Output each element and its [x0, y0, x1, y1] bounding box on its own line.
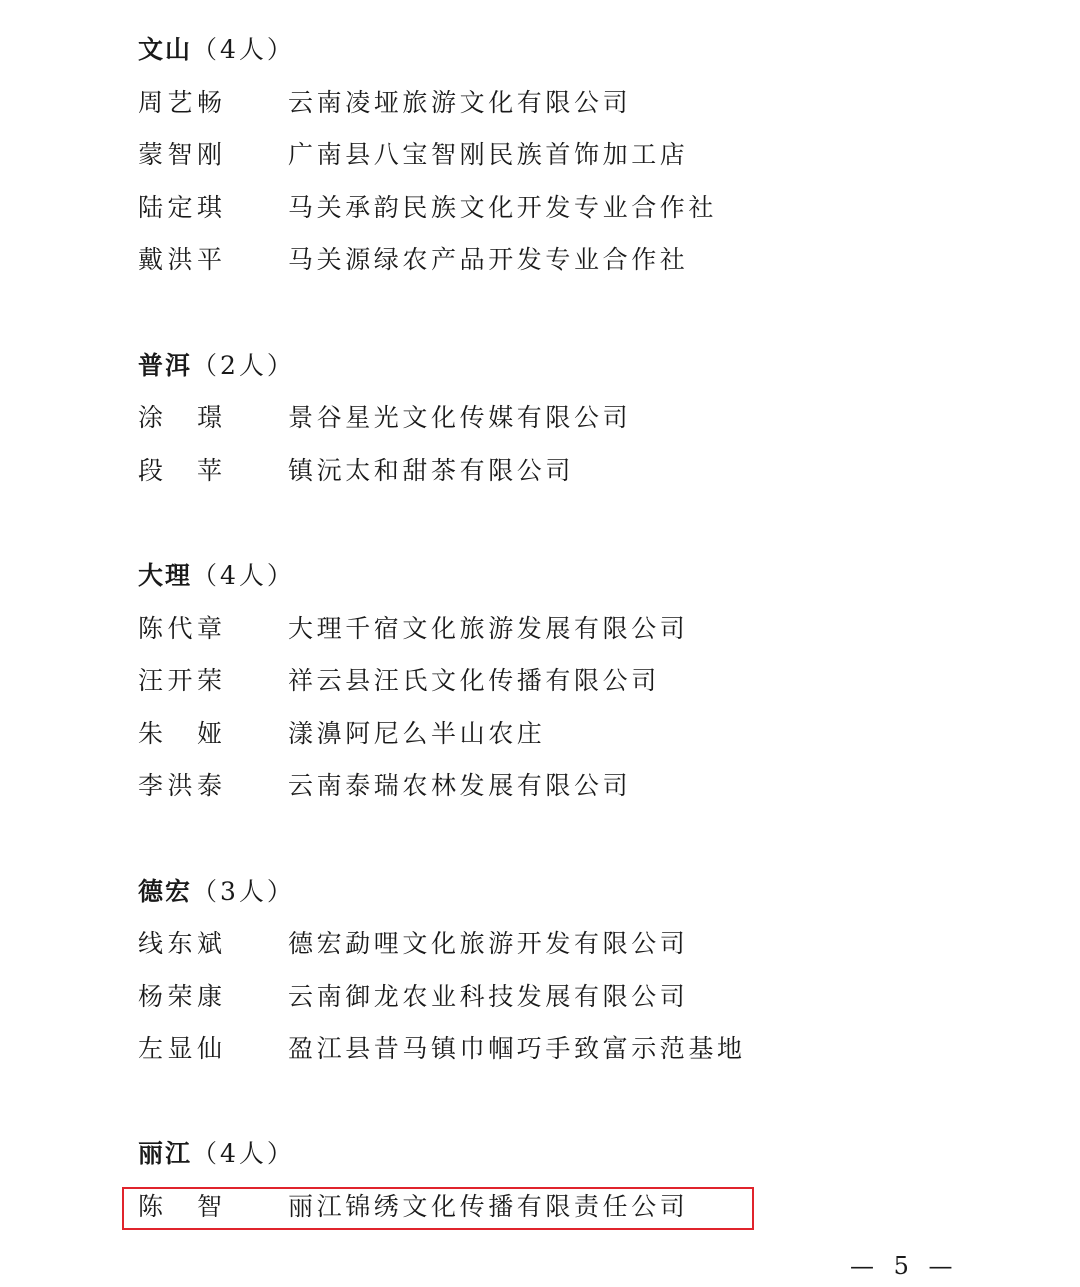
list-item [138, 182, 1018, 235]
page-number: — 5 — [850, 1252, 959, 1280]
company-name: 云南泰瑞农林发展有限公司 [288, 771, 632, 801]
region-name: 丽江 [138, 1139, 193, 1169]
company-name: 云南凌垭旅游文化有限公司 [288, 87, 632, 117]
group-spacer [138, 1076, 1018, 1129]
person-name: 周艺畅 [138, 87, 222, 117]
person-name: 段苹 [138, 455, 222, 485]
company-name: 广南县八宝智刚民族首饰加工店 [288, 140, 689, 170]
list-item [138, 77, 1018, 130]
region-name: 普洱 [138, 350, 193, 380]
list-item [138, 603, 1018, 656]
company-name: 祥云县汪氏文化传播有限公司 [288, 666, 660, 696]
region-name: 文山 [138, 35, 193, 64]
region-heading [138, 1128, 1018, 1181]
region-count: （4人） [192, 35, 295, 64]
person-name: 朱娅 [138, 718, 222, 748]
region-name: 德宏 [138, 876, 193, 906]
region-count: （4人） [192, 1139, 295, 1169]
region-heading [138, 866, 1018, 919]
company-name: 马关承韵民族文化开发专业合作社 [288, 192, 718, 222]
company-name: 景谷星光文化传媒有限公司 [288, 403, 632, 433]
company-name: 大理千宿文化旅游发展有限公司 [288, 613, 689, 643]
list-item [138, 918, 1018, 971]
company-name: 盈江县昔马镇巾帼巧手致富示范基地 [288, 1034, 746, 1064]
list-item [138, 129, 1018, 182]
person-name: 汪开荣 [138, 666, 222, 696]
person-name: 左显仙 [138, 1034, 222, 1064]
region-count: （3人） [192, 876, 295, 906]
company-name: 德宏勐哩文化旅游开发有限公司 [288, 929, 689, 959]
person-name: 陆定琪 [138, 192, 222, 222]
person-name: 线东斌 [138, 929, 222, 959]
list-item [138, 760, 1018, 813]
list-item [138, 971, 1018, 1024]
region-heading [138, 340, 1018, 393]
region-heading [138, 550, 1018, 603]
highlighted-list-item [138, 1181, 1018, 1234]
document-body [138, 24, 1018, 1234]
company-name: 镇沅太和甜茶有限公司 [288, 455, 575, 485]
list-item [138, 445, 1018, 498]
group-spacer [138, 813, 1018, 866]
person-name: 李洪泰 [138, 771, 222, 801]
list-item [138, 234, 1018, 287]
region-count: （2人） [192, 350, 295, 380]
person-name: 蒙智刚 [138, 140, 222, 170]
company-name: 丽江锦绣文化传播有限责任公司 [288, 1192, 689, 1222]
list-item [138, 655, 1018, 708]
region-count: （4人） [192, 560, 295, 590]
person-name: 杨荣康 [138, 981, 222, 1011]
group-spacer [138, 287, 1018, 340]
group-spacer [138, 497, 1018, 550]
person-name: 陈代章 [138, 613, 222, 643]
company-name: 云南御龙农业科技发展有限公司 [288, 981, 689, 1011]
person-name: 涂璟 [138, 403, 222, 433]
company-name: 漾濞阿尼么半山农庄 [288, 718, 546, 748]
region-heading [138, 24, 1018, 77]
list-item [138, 1023, 1018, 1076]
person-name: 陈智 [138, 1192, 222, 1222]
list-item [138, 708, 1018, 761]
list-item [138, 392, 1018, 445]
region-name: 大理 [138, 560, 193, 590]
company-name: 马关源绿农产品开发专业合作社 [288, 245, 689, 275]
person-name: 戴洪平 [138, 245, 222, 275]
